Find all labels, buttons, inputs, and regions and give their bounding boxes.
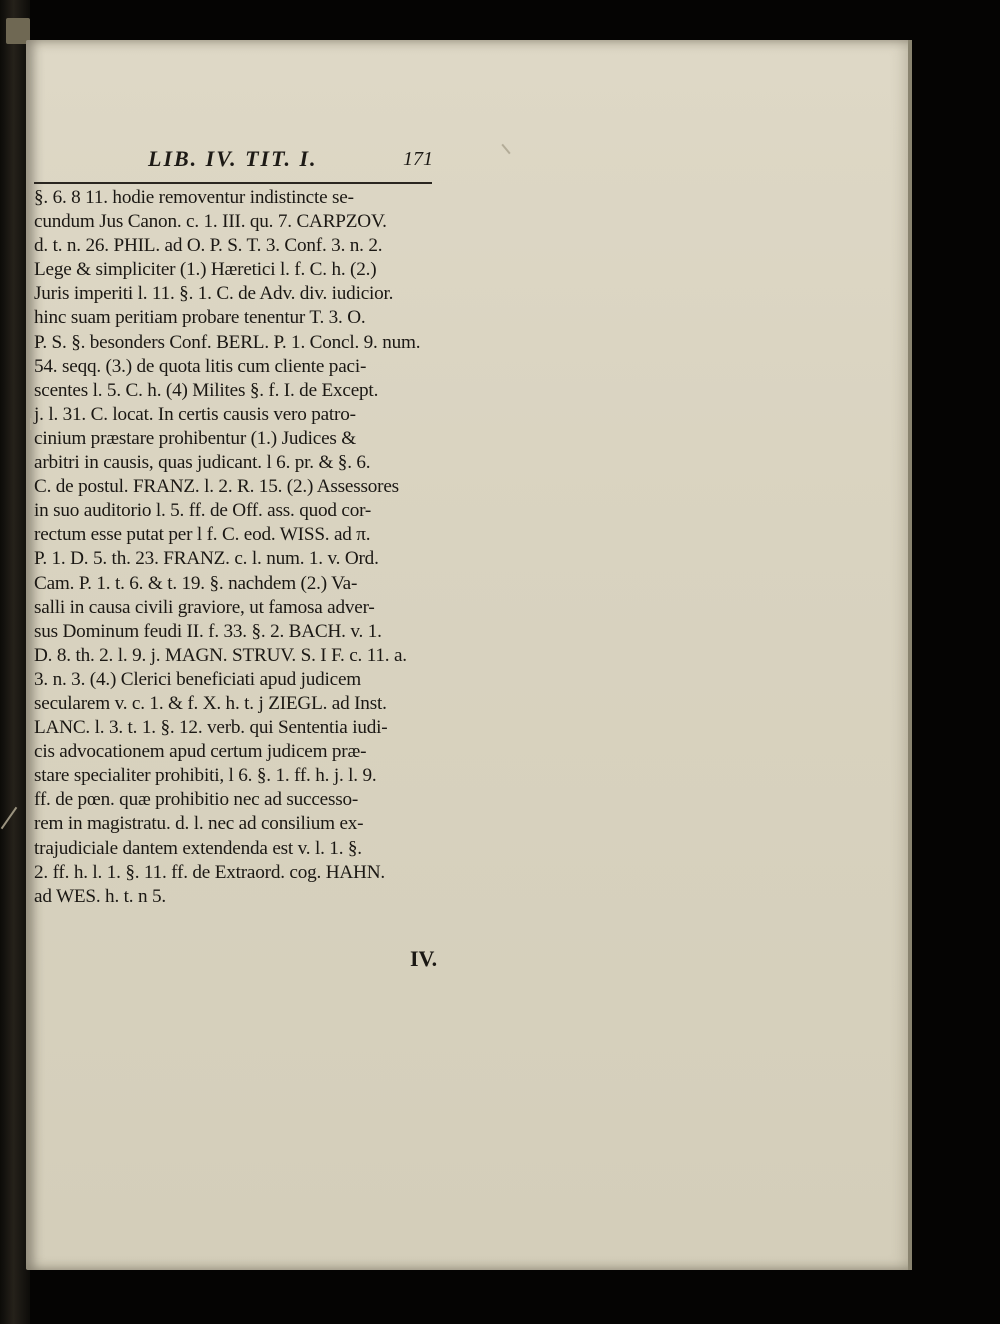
text-line: cis advocationem apud certum judicem præ-: [34, 741, 367, 763]
text-line: ad WES. h. t. n 5.: [34, 885, 166, 907]
text-line: d. t. n. 26. PHIL. ad O. P. S. T. 3. Conf. 3. n. 2.: [34, 235, 383, 257]
text-line: cundum Jus Canon. c. 1. III. qu. 7. CARPZOV.: [34, 211, 387, 233]
text-line: C. de postul. FRANZ. l. 2. R. 15. (2.) Assessores: [34, 476, 399, 498]
text-line: ff. de pœn. quæ prohibitio nec ad successo-: [34, 789, 359, 811]
text-line: rem in magistratu. d. l. nec ad consilium ex-: [34, 813, 364, 835]
running-head: LIB. IV. TIT. I.: [148, 146, 318, 171]
text-line: 2. ff. h. l. 1. §. 11. ff. de Extraord. cog. HAHN.: [34, 861, 385, 883]
text-line: §. 6. 8 11. hodie removentur indistincte se-: [34, 187, 354, 208]
margin-tick: [30, 418, 32, 430]
text-line: salli in causa civili graviore, ut famosa adver-: [34, 596, 375, 618]
text-line: sus Dominum feudi II. f. 33. §. 2. BACH. v. 1.: [34, 620, 382, 642]
text-line: arbitri in causis, quas judicant. l 6. pr. & §. 6.: [34, 452, 371, 474]
text-line: D. 8. th. 2. l. 9. j. MAGN. STRUV. S. I F. c. 11. a.: [34, 644, 407, 666]
text-line: rectum esse putat per l f. C. eod. WISS. ad π.: [34, 524, 371, 546]
page-number: 171: [403, 148, 433, 170]
text-line: j. l. 31. C. locat. In certis causis vero patro-: [34, 403, 356, 425]
page-header: [148, 146, 433, 180]
text-line: LANC. l. 3. t. 1. §. 12. verb. qui Sententia iudi-: [34, 717, 388, 739]
text-line: P. S. §. besonders Conf. BERL. P. 1. Concl. 9. num.: [34, 331, 421, 353]
text-line: hinc suam peritiam probare tenentur T. 3. O.: [34, 307, 366, 329]
header-rule: [34, 182, 432, 184]
page-edge: [908, 40, 912, 1270]
text-line: 54. seqq. (3.) de quota litis cum cliente paci-: [34, 355, 367, 377]
text-line: trajudiciale dantem extendenda est v. l. 1. §.: [34, 837, 362, 859]
text-line: Lege & simpliciter (1.) Hæretici l. f. C. h. (2.): [34, 259, 377, 281]
text-line: cinium præstare prohibentur (1.) Judices &: [34, 427, 356, 449]
text-line: 3. n. 3. (4.) Clerici beneficiati apud judicem: [34, 668, 362, 690]
text-line: Cam. P. 1. t. 6. & t. 19. §. nachdem (2.) Va-: [34, 572, 358, 594]
text-line: in suo auditorio l. 5. ff. de Off. ass. quod cor-: [34, 500, 372, 522]
text-line: scentes l. 5. C. h. (4) Milites §. f. I. de Except.: [34, 379, 379, 401]
text-line: Juris imperiti l. 11. §. 1. C. de Adv. div. iudicior.: [34, 283, 394, 305]
text-line: stare specialiter prohibiti, l 6. §. 1. ff. h. j. l. 9.: [34, 765, 377, 787]
catchword: IV.: [410, 946, 438, 971]
body-text: [34, 186, 444, 909]
text-line: secularem v. c. 1. & f. X. h. t. j ZIEGL. ad Inst.: [34, 692, 387, 714]
text-line: P. 1. D. 5. th. 23. FRANZ. c. l. num. 1. v. Ord.: [34, 548, 379, 570]
